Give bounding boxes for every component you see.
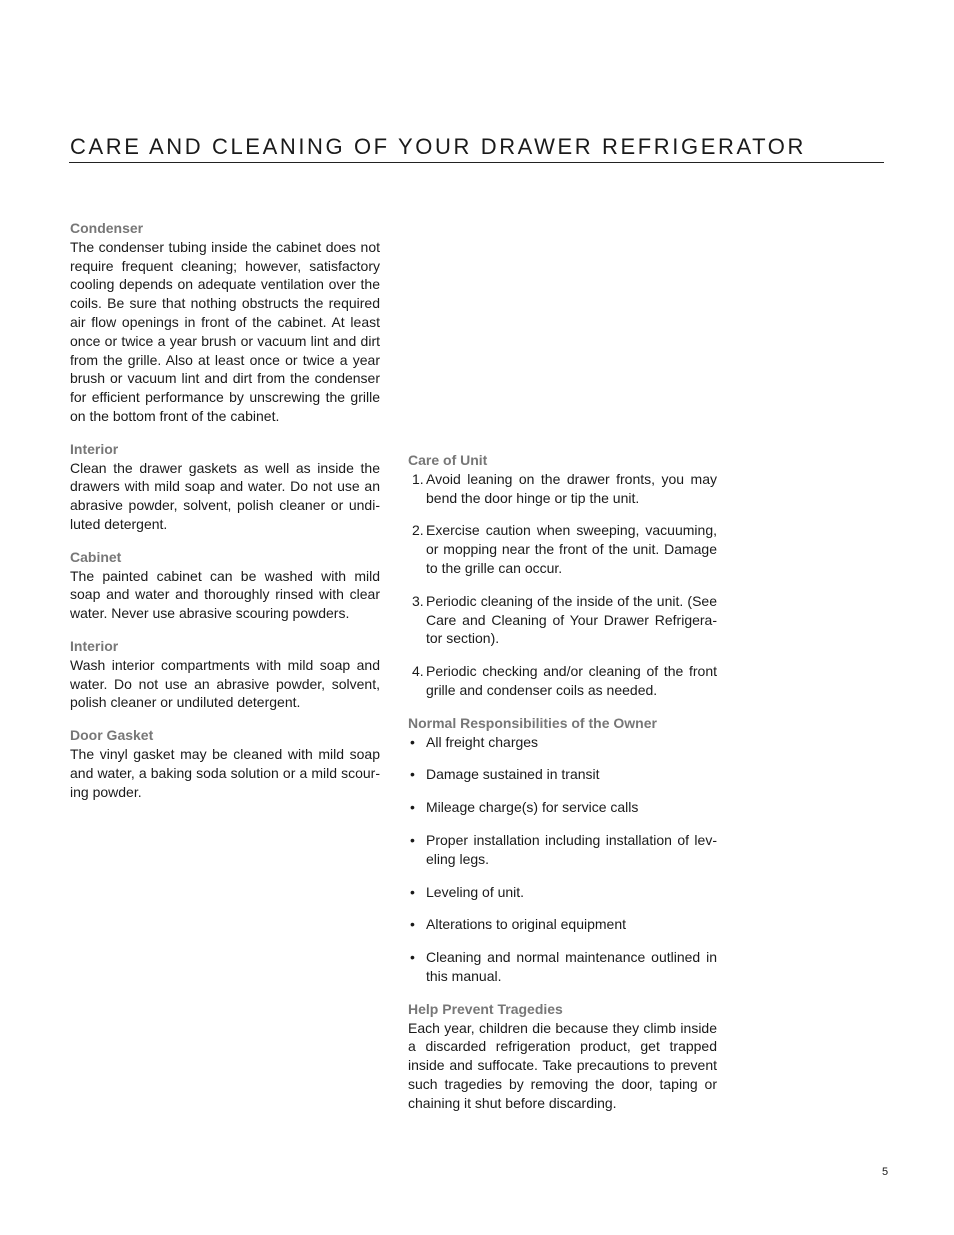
section-heading: Interior (70, 637, 119, 654)
item-text: Periodic checking and/or cleaning of the front grille and condenser coils as needed. (426, 663, 717, 698)
item-number: 3. (412, 592, 424, 609)
list-item (408, 798, 717, 817)
bullet-icon: • (410, 831, 415, 848)
section-heading: Normal Responsibilities of the Owner (408, 714, 657, 731)
section-heading: Door Gasket (70, 727, 154, 744)
section-heading: Condenser (70, 220, 144, 236)
item-text: All freight charges (426, 733, 539, 750)
section-heading: Cabinet (70, 548, 122, 565)
list-item (408, 915, 717, 934)
section-text: The painted cabinet can be washed with mild soap and water and thoroughly rinsed with clear water. Never use abrasive scouring powders. (70, 567, 380, 622)
section-text: The vinyl gasket may be cleaned with mild soap and water, a baking soda solution or a mild scour-ing powder. (70, 745, 380, 800)
section-text: Clean the drawer gaskets as well as inside the drawers with mild soap and water. Do not use an abrasive powder, solvent, polish cleaner or undi-luted detergent. (70, 459, 380, 532)
item-text: Periodic cleaning of the inside of the unit. (See Care and Cleaning of Your Drawer Refrigera-tor section). (426, 592, 717, 647)
item-text: Alterations to original equipment (426, 916, 627, 933)
title-divider (69, 162, 884, 163)
section-text: The condenser tubing inside the cabinet does not require frequent cleaning; however, satisfactory cooling depends on adequate ventilation over the coils. Be sure that nothing obstructs the required air flow openings in front of the cabinet. At least once or twice a year brush or vacuum lint and dirt from the grille. Also at least once or twice a year brush or vacuum lint and dirt from the condenser for efficient performance by unscrewing the grille on the bottom front of the cabinet. (70, 238, 380, 424)
door-gasket-section (70, 726, 380, 801)
interior-compartments-section (70, 637, 380, 712)
left-column (70, 219, 380, 815)
section-heading: Help Prevent Tragedies (408, 1000, 563, 1017)
section-text: Each year, children die because they climb inside a discarded refrigeration product, get trapped inside and suffocate. Take precautions to prevent such tragedies by removing the door, taping or chaining it shut before discarding. (408, 1019, 717, 1111)
right-column (408, 451, 717, 1127)
page-number: 5 (882, 1166, 889, 1178)
item-text: Proper installation including installation of lev-eling legs. (426, 831, 717, 867)
list-item (408, 662, 717, 700)
interior-drawers-section (70, 440, 380, 534)
owner-responsibilities-section (408, 714, 717, 986)
item-number: 1. (412, 470, 424, 487)
item-number: 4. (412, 663, 424, 680)
list-item (408, 470, 717, 508)
care-of-unit-list (408, 470, 717, 700)
cabinet-section (70, 548, 380, 623)
item-text: Avoid leaning on the drawer fronts, you may bend the door hinge or tip the unit. (426, 470, 717, 506)
section-heading: Interior (70, 440, 119, 457)
bullet-icon: • (410, 799, 415, 816)
item-text: Exercise caution when sweeping, vacuuming, or mopping near the front of the unit. Damage to the grille can occur. (426, 522, 717, 576)
bullet-icon: • (410, 883, 415, 900)
list-item (408, 733, 717, 752)
item-text: Damage sustained in transit (426, 766, 600, 783)
bullet-icon: • (410, 949, 415, 966)
item-text: Leveling of unit. (426, 883, 525, 900)
section-heading: Care of Unit (408, 452, 488, 468)
bullet-icon: • (410, 733, 415, 750)
help-prevent-tragedies-section (408, 1000, 717, 1113)
list-item (408, 883, 717, 902)
list-item (408, 948, 717, 986)
list-item (408, 521, 717, 577)
item-text: Mileage charge(s) for service calls (426, 799, 639, 816)
item-text: Cleaning and normal maintenance outlined in this manual. (426, 949, 717, 984)
list-item (408, 765, 717, 784)
list-item (408, 831, 717, 869)
item-number: 2. (412, 522, 424, 539)
condenser-section (70, 219, 380, 426)
care-of-unit-section (408, 451, 717, 700)
list-item (408, 592, 717, 648)
page-title: CARE AND CLEANING OF YOUR DRAWER REFRIGERATOR (70, 134, 806, 159)
bullet-icon: • (410, 916, 415, 933)
responsibilities-list (408, 733, 717, 986)
section-text: Wash interior compartments with mild soap and water. Do not use an abrasive powder, solvent, polish cleaner or undiluted detergent. (70, 656, 380, 711)
bullet-icon: • (410, 766, 415, 783)
